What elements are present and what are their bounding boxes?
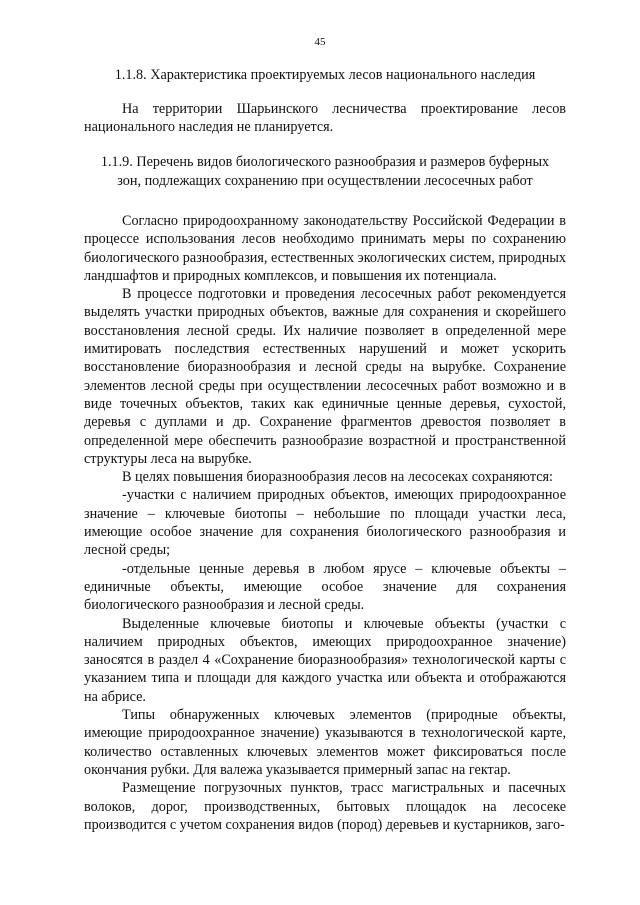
section-text-1-1-8 bbox=[84, 100, 566, 137]
paragraph: Выделенные ключевые биотопы и ключевые объекты (участки с наличием природных объектов, имеющих природоохранное значение) заносятся в раздел 4 «Сохранение биоразнообразия» технологической карты с указанием типа и площади для каждого участка или объекта и отображаются на абрисе. bbox=[84, 615, 566, 705]
heading-line: зон, подлежащих сохранению при осуществлении лесосечных работ bbox=[117, 173, 533, 189]
paragraph: Согласно природоохранному законодательству Российской Федерации в процессе использования лесов необходимо принимать меры по сохранению биологического разнообразия, естественных экологических систем, природных ландшафтов и природных комплексов, и повышения их потенциала. bbox=[84, 213, 566, 284]
paragraph: Размещение погрузочных пунктов, трасс магистральных и пасечных волоков, дорог, производственных, бытовых площадок на лесосеке производится с учетом сохранения видов (пород) деревьев и кустарников, заго- bbox=[84, 780, 566, 833]
section-text-1-1-9 bbox=[84, 212, 566, 834]
paragraph: В целях повышения биоразнообразия лесов на лесосеках сохраняются: bbox=[122, 469, 553, 486]
section-heading-1-1-8: 1.1.8. Характеристика проектируемых лесов национального наследия bbox=[114, 67, 536, 83]
paragraph: На территории Шарьинского лесничества проектирование лесов национального наследия не планируется. bbox=[84, 101, 566, 136]
heading-line: 1.1.9. Перечень видов биологического разнообразия и размеров буферных bbox=[100, 154, 550, 170]
paragraph: Типы обнаруженных ключевых элементов (природные объекты, имеющие природоохранное значение) указываются в технологической карте, количество оставленных ключевых элементов может фиксироваться после окончания рубки. Для валежа указывается примерный запас на гектар. bbox=[84, 707, 566, 778]
paragraph: В процессе подготовки и проведения лесосечных работ рекомендуется выделять участки природных объектов, важные для сохранения и скорейшего восстановления лесной среды. Их наличие позволяет в определенной мере имитировать последствия естественных нарушений и может ускорить восстановление биоразнообразия и лесной среды на вырубке. Сохранение элементов лесной среды при осуществлении лесосечных работ возможно и в виде точечных объектов, таких как единичные ценные деревья, сухостой, деревья с дуплами и др. Сохранение фрагментов древостоя позволяет в определенной мере обеспечить разнообразие возрастной и пространственной структуры леса на вырубке. bbox=[84, 286, 566, 467]
section-heading-1-1-9 bbox=[84, 153, 566, 191]
page-number: 45 bbox=[314, 36, 326, 48]
list-item: -отдельные ценные деревья в любом ярусе – ключевые объекты – единичные объекты, имеющие особое значение для сохранения биологического разнообразия и лесной среды. bbox=[84, 560, 566, 614]
list-item: -участки с наличием природных объектов, имеющих природоохранное значение – ключевые биотопы – небольшие по площади участки леса, имеющие особое значение для сохранения биологического разнообразия и лесной среды; bbox=[84, 487, 566, 559]
